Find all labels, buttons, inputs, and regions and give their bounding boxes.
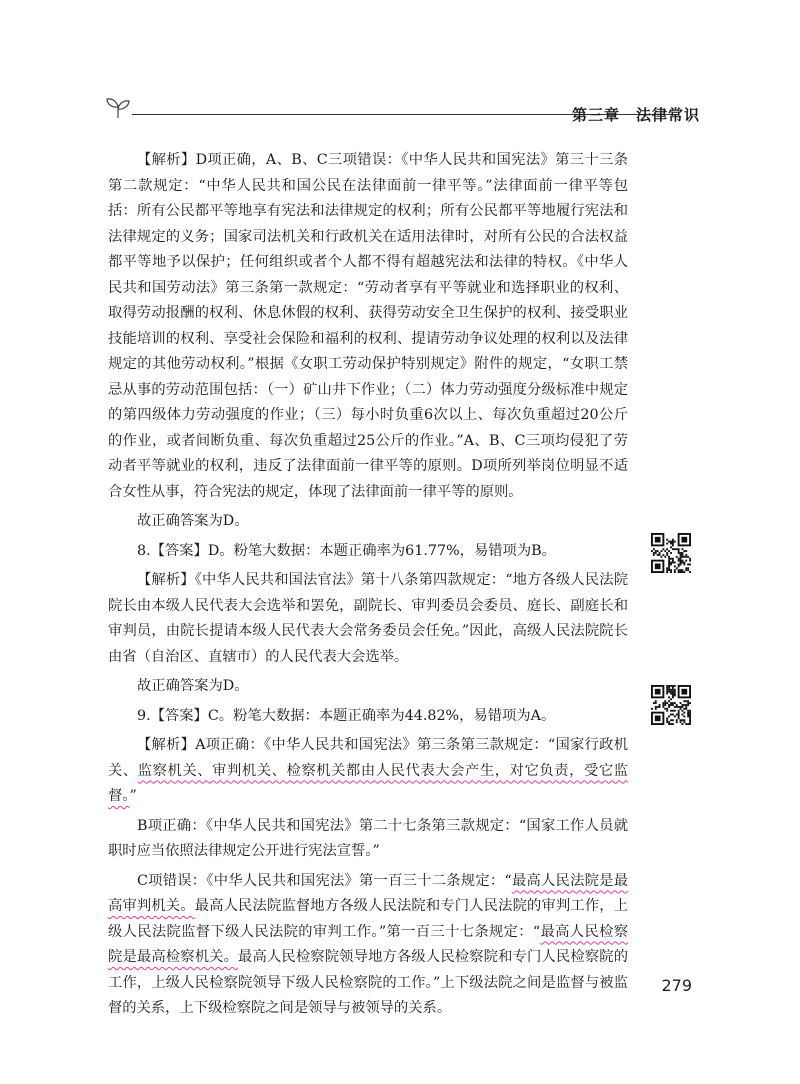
analysis-paragraph-8: 【解析】《中华人民共和国法官法》第十八条第四款规定：“地方各级人民法院院长由本级人民代表大会选举和罢免，副院长、审判委员会委员、庭长、副庭长和审判员，由院长提请本级人民代表大会常务委员会任免。”因此，高级人民法院院长由省（自治区、直辖市）的人民代表大会选举。 [108, 572, 628, 665]
analysis-paragraph-c [108, 869, 628, 1022]
analysis-paragraph-7: 【解析】D项正确，A、B、C三项错误：《中华人民共和国宪法》第三十三条第二款规定：“中华人民共和国公民在法律面前一律平等。”法律面前一律平等包括：所有公民都平等地享有宪法和法律规定的权利；所有公民都平等地履行宪法和法律规定的义务；国家司法机关和行政机关在适用法律时，对所有公民的合法权益都平等地予以保护；任何组织或者个人都不得有超越宪法和法律的特权。《中华人民共和国劳动法》第三条第一款规定：“劳动者享有平等就业和选择职业的权利、取得劳动报酬的权利、休息休假的权利、获得劳动安全卫生保护的权利、接受职业技能培训的权利、享受社会保险和福利的权利、提请劳动争议处理的权利以及法律规定的其他劳动权利。”根据《女职工劳动保护特别规定》附件的规定，“女职工禁忌从事的劳动范围包括：（一）矿山井下作业；（二）体力劳动强度分级标准中规定的第四级体力劳动强度的作业；（三）每小时负重6次以上、每次负重超过20公斤的作业，或者间断负重、每次负重超过25公斤的作业。”A、B、C三项均侵犯了劳动者平等就业的权利，违反了法律面前一律平等的原则。D项所列举岗位明显不适合女性从事，符合宪法的规定，体现了法律面前一律平等的原则。 [108, 152, 628, 500]
highlight-supreme-procuratorate: 最高人民检察院是最高检察机关。 [108, 923, 629, 965]
answer-8: 8.【答案】D。粉笔大数据：本题正确率为61.77%，易错项为B。 [137, 542, 556, 559]
answer-conclusion-8: 故正确答案为D。 [137, 678, 249, 694]
body-text [108, 148, 628, 1022]
leaf-icon [104, 96, 134, 120]
analysis-paragraph-b: B项正确：《中华人民共和国宪法》第二十七条第三款规定：“国家工作人员就职时应当依照法律规定公开进行宪法宣誓。” [108, 817, 628, 859]
answer-conclusion-7: 故正确答案为D。 [137, 513, 249, 529]
analysis-9-prefix: 【解析】A项正确：《中华人民共和国宪法》第三条第三款规定：“国家行政机关、 [108, 737, 628, 779]
chapter-title: 第三章 法律常识 [571, 106, 700, 124]
analysis-c-part3: 最高人民检察院领导地方各级人民检察院和专门人民检察院的工作，上级人民检察院领导下级人民检察院的工作。”上下级法院之间是监督与被监督的关系，上下级检察院之间是领导与被领导的关系。 [108, 949, 629, 1016]
analysis-paragraph-9 [108, 733, 628, 810]
analysis-c-part1: C项错误：《中华人民共和国宪法》第一百三十二条规定：“ [137, 872, 512, 889]
highlight-supreme-court: 最高人民法院是最高审判机关。 [108, 872, 628, 914]
qr-code-icon[interactable] [651, 533, 691, 573]
analysis-9-suffix: ” [129, 788, 137, 804]
page-number: 279 [661, 976, 692, 995]
answer-9: 9.【答案】C。粉笔大数据：本题正确率为44.82%，易错项为A。 [137, 707, 556, 724]
qr-code-icon[interactable] [651, 685, 691, 725]
analysis-c-part2: 最高人民法院监督地方各级人民法院和专门人民法院的审判工作，上级人民法院监督下级人民法院的审判工作。”第一百三十七条规定：“ [108, 898, 629, 940]
page-header [104, 92, 700, 126]
highlight-supervision: 监察机关、审判机关、检察机关都由人民代表大会产生，对它负责，受它监督。 [108, 762, 628, 804]
